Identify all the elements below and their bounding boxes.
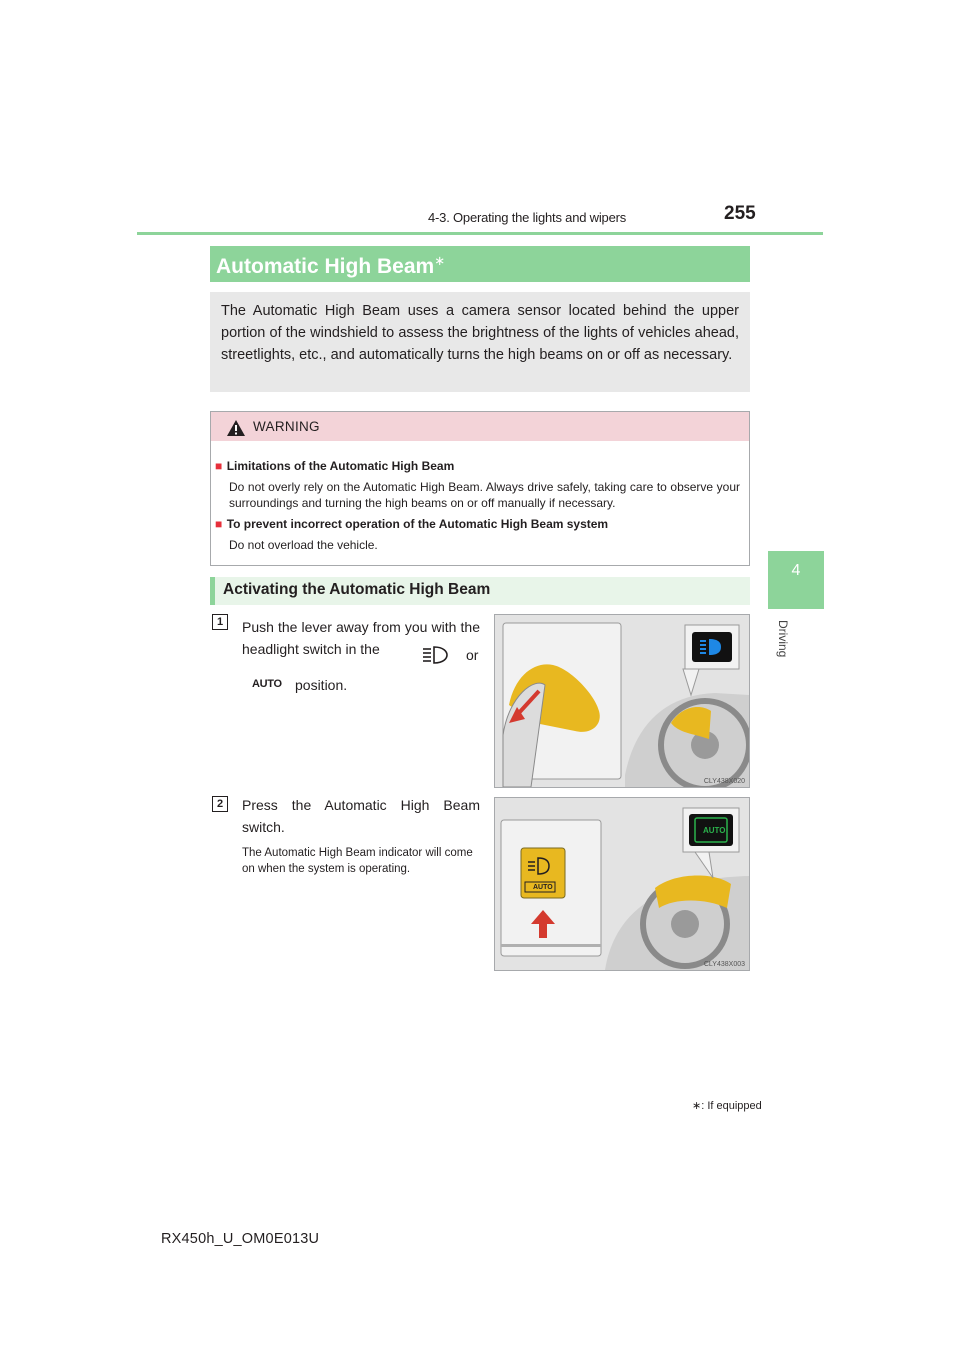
header-rule [137, 232, 823, 235]
warning-label: WARNING [253, 419, 320, 434]
warning-item-title: Limitations of the Automatic High Beam [226, 459, 455, 473]
warning-item-title: To prevent incorrect operation of the Automatic High Beam system [226, 517, 609, 531]
indicator-auto-label: AUTO [703, 826, 726, 835]
step-2-note: The Automatic High Beam indicator will come on when the system is operating. [242, 847, 473, 875]
document-code: RX450h_U_OM0E013U [161, 1231, 320, 1247]
step-number-badge: 2 [212, 796, 228, 812]
step-2-text: Press the Automatic High Beam switch. [242, 797, 480, 835]
page-title-text: Automatic High Beam [216, 255, 435, 278]
footnote-asterisk: ∗ [692, 1100, 702, 1112]
warning-item [215, 515, 740, 553]
image-code: CLY438X020 [703, 778, 745, 785]
chapter-number: 4 [791, 562, 801, 579]
step-1-text-line1: Push the lever away from you with the headlight switch in the [242, 619, 480, 657]
warning-item [215, 457, 740, 511]
chapter-tab[interactable] [768, 551, 824, 609]
footnote-text: : If equipped [701, 1100, 762, 1112]
warning-item-body: Do not overly rely on the Automatic High Beam. Always drive safely, taking care to observe your surroundings and turning the high beams on or off manually if necessary. [229, 480, 740, 510]
intro-text: The Automatic High Beam uses a camera sensor located behind the upper portion of the windshield to assess the brightness of the lights of vehicles ahead, streetlights, etc., and automatically turns the high beams on or off as necessary. [221, 303, 739, 363]
page-number: 255 [724, 203, 756, 224]
steering-lever-illustration [495, 615, 749, 787]
header-section-title: 4-3. Operating the lights and wipers [428, 210, 627, 225]
footnote [692, 1099, 762, 1112]
title-asterisk: ∗ [434, 253, 446, 268]
bullet-square-icon: ■ [215, 517, 223, 531]
chapter-label: Driving [776, 620, 790, 658]
step-1-position: position. [295, 677, 348, 693]
bullet-square-icon: ■ [215, 459, 223, 473]
headlight-icon [420, 644, 450, 666]
image-code: CLY438X003 [703, 961, 745, 968]
step-2-illustration [494, 797, 750, 971]
switch-auto-label: AUTO [533, 884, 553, 891]
step-1-or: or [466, 647, 479, 663]
subsection-title: Activating the Automatic High Beam [223, 581, 491, 598]
step-number-badge: 1 [212, 614, 228, 630]
subsection-accent [210, 577, 215, 605]
page-title [216, 253, 445, 279]
warning-triangle-icon [226, 419, 246, 437]
auto-label: AUTO [252, 678, 282, 690]
step-1-illustration [494, 614, 750, 788]
warning-item-body: Do not overload the vehicle. [229, 538, 378, 552]
